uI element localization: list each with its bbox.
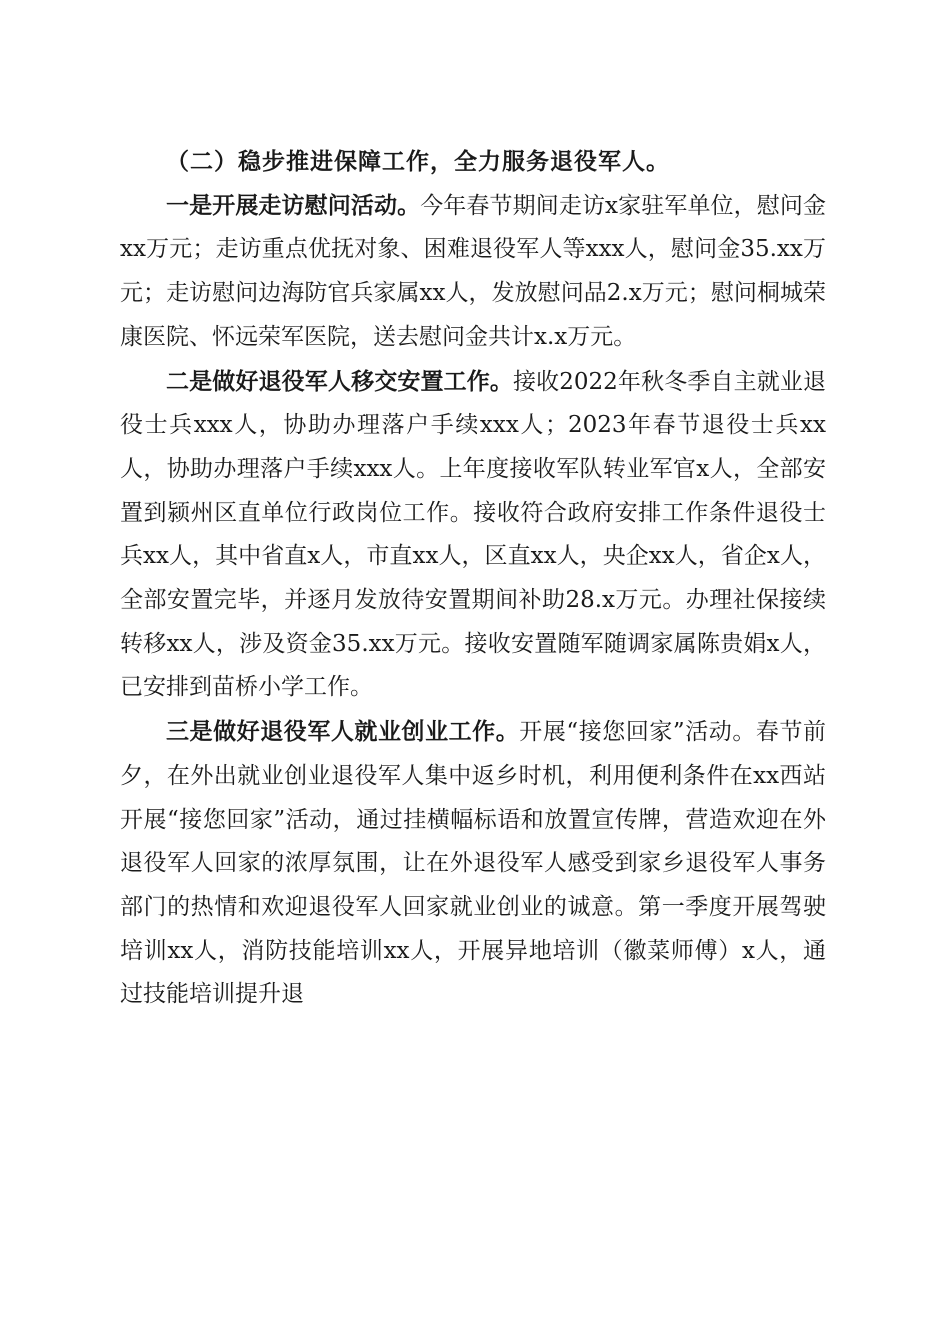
paragraph-text: 接收2022年秋冬季自主就业退役士兵xxx人，协助办理落户手续xxx人；2023年春节退役士兵xx人，协助办理落户手续xxx人。上年度接收军队转业军官x人，全部安置到颍州区直单位行政岗位工作。接收符合政府安排工作条件退役士兵xx人，其中省直x人，市直xx人，区直xx人，央企xx人，省企x人，全部安置完毕，并逐月发放待安置期间补助28.x万元。办理社保接续转移xx人，涉及资金35.xx万元。接收安置随军随调家属陈贵娟x人，已安排到苗桥小学工作。 [120,368,826,701]
paragraph-lead: 三是做好退役军人就业创业工作。 [166,718,520,746]
paragraph-lead: 二是做好退役军人移交安置工作。 [166,367,513,395]
section-heading: （二）稳步推进保障工作，全力服务退役军人。 [166,148,670,175]
paragraph-text: 开展“接您回家”活动。春节前夕，在外出就业创业退役军人集中返乡时机，利用便利条件在xx西站开展“接您回家”活动，通过挂横幅标语和放置宣传牌，营造欢迎在外退役军人回家的浓厚氛围，让在外退役军人感受到家乡退役军人事务部门的热情和欢迎退役军人回家就业创业的诚意。第一季度开展驾驶培训xx人，消防技能培训xx人，开展异地培训（徽菜师傅）x人，通过技能培训提升退 [120,719,826,1008]
paragraph-lead: 一是开展走访慰问活动。 [166,191,421,219]
paragraph-text: 今年春节期间走访x家驻军单位，慰问金xx万元；走访重点优抚对象、困难退役军人等xxx人，慰问金35.xx万元；走访慰问边海防官兵家属xx人，发放慰问品2.x万元；慰问桐城荣康医院、怀远荣军医院，送去慰问金共计x.x万元。 [120,192,826,350]
document-body [120,140,826,1017]
paragraph-resettlement [120,360,826,711]
paragraph-employment [120,710,826,1017]
paragraph-visits [120,184,826,360]
